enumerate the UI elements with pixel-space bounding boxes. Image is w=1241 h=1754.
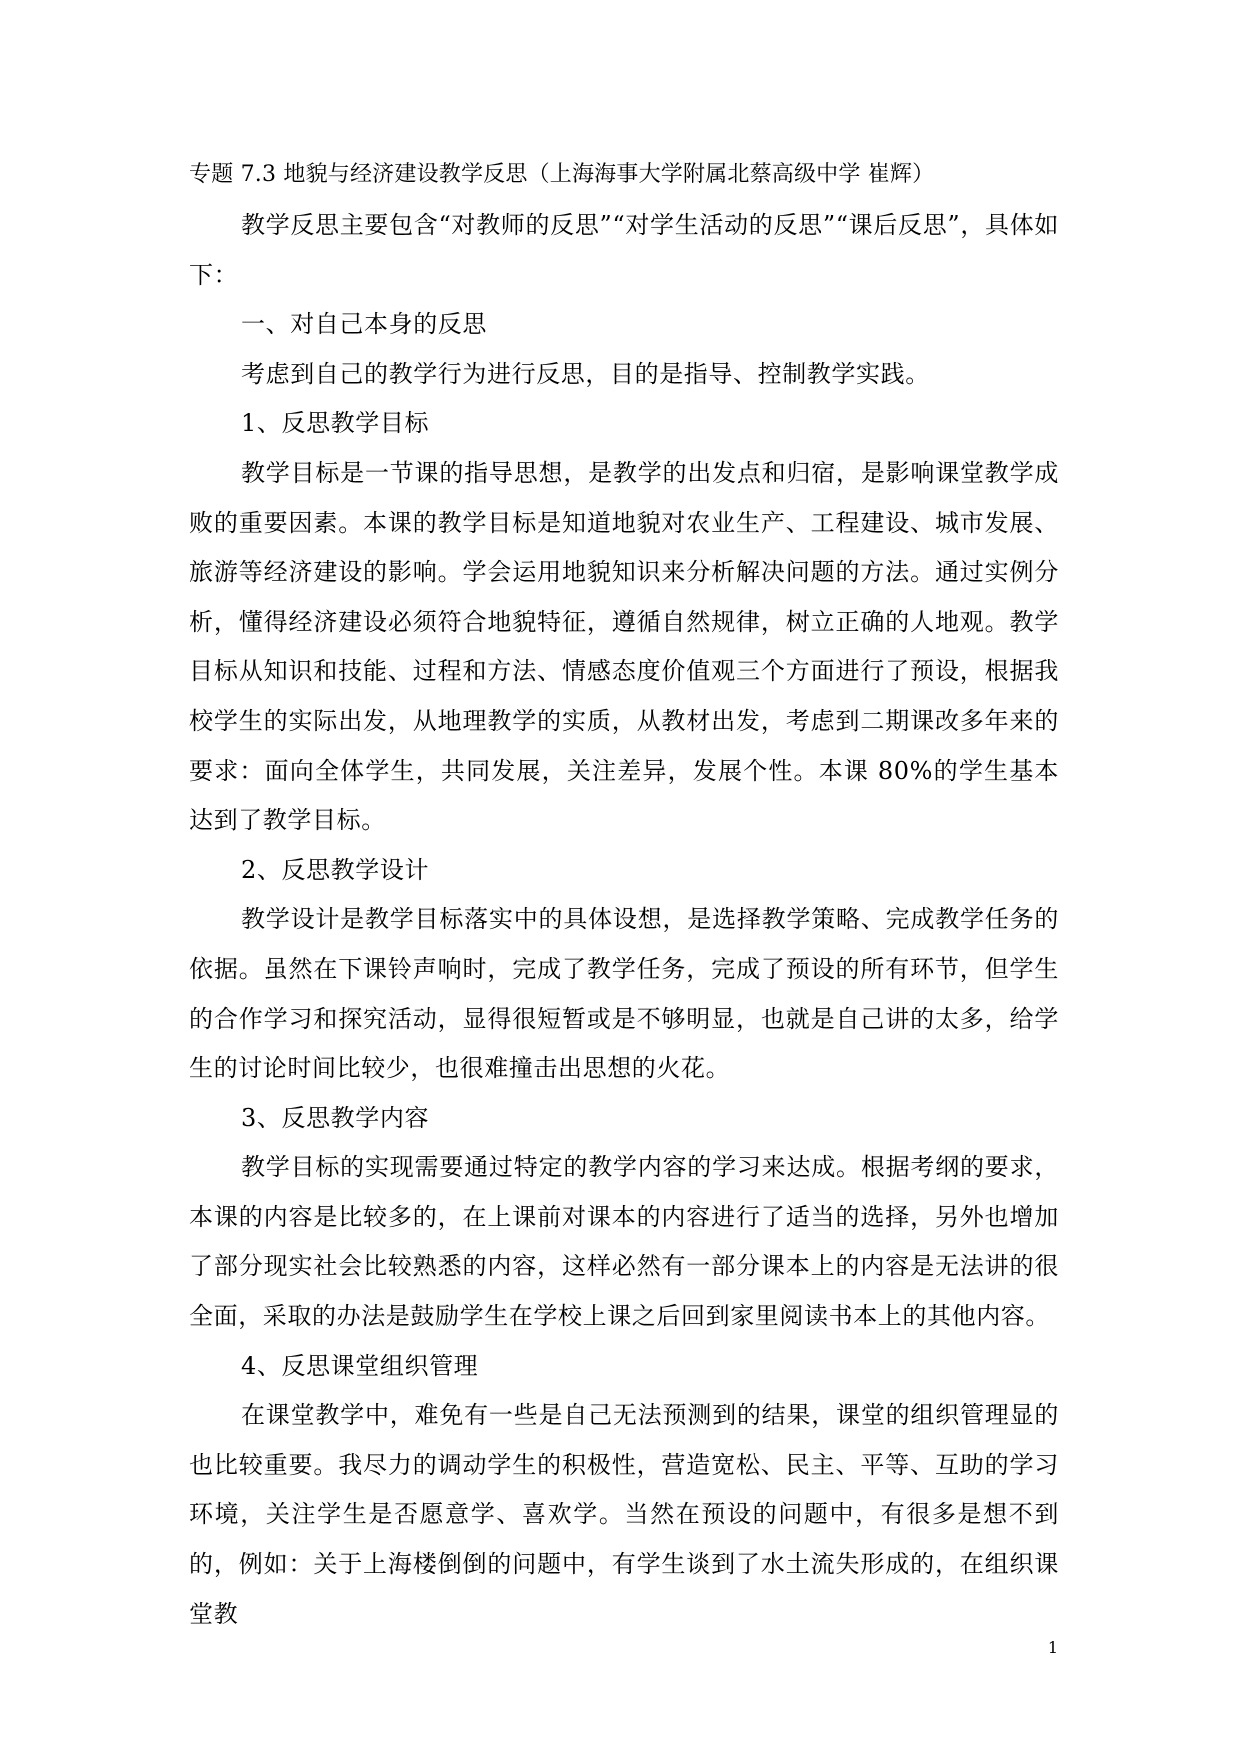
page-number: 1 — [1047, 1638, 1058, 1657]
teaching-content-paragraph: 教学目标的实现需要通过特定的教学内容的学习来达成。根据考纲的要求，本课的内容是比较多的，在上课前对课本的内容进行了适当的选择，另外也增加了部分现实社会比较熟悉的内容，这样必然有一部分课本上的内容是无法讲的很全面，采取的办法是鼓励学生在学校上课之后回到家里阅读书本上的其他内容。 — [189, 1153, 1059, 1331]
subheading-teaching-goals: 1、反思教学目标 — [241, 409, 430, 438]
document-body — [189, 155, 1059, 1639]
classroom-management-paragraph: 在课堂教学中，难免有一些是自己无法预测到的结果，课堂的组织管理显的也比较重要。我尽力的调动学生的积极性，营造宽松、民主、平等、互助的学习环境，关注学生是否愿意学、喜欢学。当然在预设的问题中，有很多是想不到的，例如：关于上海楼倒倒的问题中，有学生谈到了水土流失形成的，在组织课堂教 — [189, 1401, 1059, 1628]
subheading-teaching-content: 3、反思教学内容 — [241, 1103, 430, 1132]
self-reflection-paragraph: 考虑到自己的教学行为进行反思，目的是指导、控制教学实践。 — [241, 359, 930, 388]
intro-paragraph: 教学反思主要包含“对教师的反思”“对学生活动的反思”“课后反思”，具体如下： — [189, 211, 1059, 289]
section-heading-self-reflection: 一、对自己本身的反思 — [241, 310, 487, 339]
subheading-classroom-management: 4、反思课堂组织管理 — [241, 1351, 479, 1380]
teaching-design-paragraph: 教学设计是教学目标落实中的具体设想，是选择教学策略、完成教学任务的依据。虽然在下课铃声响时，完成了教学任务，完成了预设的所有环节，但学生的合作学习和探究活动，显得很短暂或是不够明显，也就是自己讲的太多，给学生的讨论时间比较少，也很难撞击出思想的火花。 — [189, 905, 1059, 1083]
teaching-goals-paragraph: 教学目标是一节课的指导思想，是教学的出发点和归宿，是影响课堂教学成败的重要因素。本课的教学目标是知道地貌对农业生产、工程建设、城市发展、旅游等经济建设的影响。学会运用地貌知识来分析解决问题的方法。通过实例分析，懂得经济建设必须符合地貌特征，遵循自然规律，树立正确的人地观。教学目标从知识和技能、过程和方法、情感态度价值观三个方面进行了预设，根据我校学生的实际出发，从地理教学的实质，从教材出发，考虑到二期课改多年来的要求：面向全体学生，共同发展，关注差异，发展个性。本课 80%的学生基本达到了教学目标。 — [189, 458, 1059, 835]
document-title: 专题 7.3 地貌与经济建设教学反思（上海海事大学附属北蔡高级中学 崔辉） — [189, 162, 935, 187]
subheading-teaching-design: 2、反思教学设计 — [241, 855, 430, 884]
